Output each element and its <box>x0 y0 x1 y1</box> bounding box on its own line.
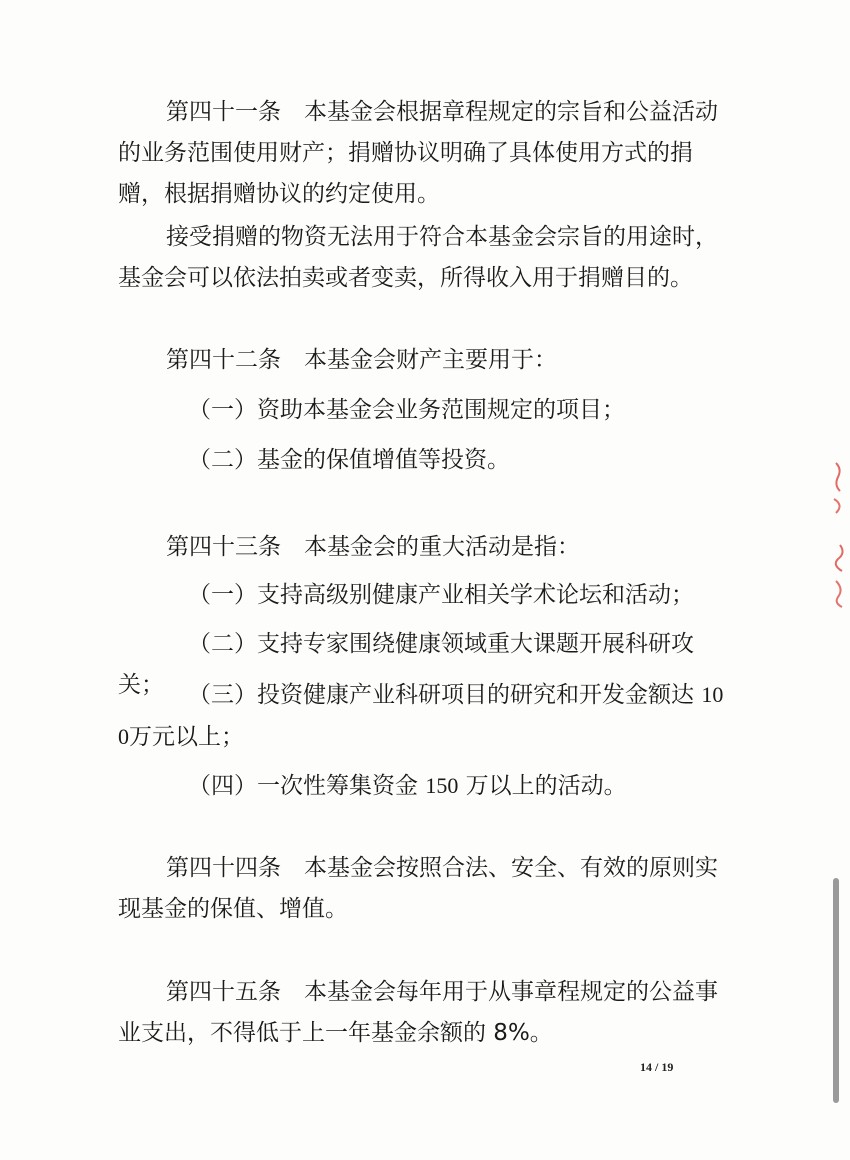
article-43-item-2: （二）支持专家围绕健康领域重大课题开展科研攻关； <box>118 631 694 698</box>
article-42-heading: 第四十二条 本基金会财产主要用于： <box>166 347 557 373</box>
article-43-item-4-amount: 150 <box>425 773 459 798</box>
vertical-scrollbar-thumb[interactable] <box>833 878 839 1103</box>
page-number: 14 / 19 <box>640 1060 674 1074</box>
article-43-item-3-text-pre: （三）投资健康产业科研项目的研究和开发金额达 <box>188 682 702 708</box>
article-43-item-4 <box>118 765 728 807</box>
article-42-item-2: （二）基金的保值增值等投资。 <box>188 447 510 473</box>
seal-stamp-fragment-icon <box>826 455 850 615</box>
article-45-paragraph: 第四十五条 本基金会每年用于从事章程规定的公益事业支出，不得低于上一年基金余额的 8%。 <box>118 979 718 1046</box>
article-43-heading: 第四十三条 本基金会的重大活动是指： <box>166 534 580 560</box>
article-43-item-4-text-pre: （四）一次性筹集资金 <box>188 773 426 799</box>
article-43-item-4-text-post: 万以上的活动。 <box>458 773 627 799</box>
article-44-paragraph: 第四十四条 本基金会按照合法、安全、有效的原则实现基金的保值、增值。 <box>118 855 718 922</box>
article-43-item-3-amount: 100 <box>118 682 724 749</box>
article-43-item-3 <box>118 674 728 758</box>
article-42-item-1: （一）资助本基金会业务范围规定的项目； <box>188 397 625 423</box>
article-41-paragraph-1: 第四十一条 本基金会根据章程规定的宗旨和公益活动的业务范围使用财产；捐赠协议明确了具体使用方式的捐赠，根据捐赠协议的约定使用。 <box>118 99 718 207</box>
article-41-paragraph-2: 接受捐赠的物资无法用于符合本基金会宗旨的用途时，基金会可以依法拍卖或者变卖，所得收入用于捐赠目的。 <box>118 224 718 291</box>
article-43-item-1: （一）支持高级别健康产业相关学术论坛和活动； <box>188 582 694 608</box>
article-43-item-3-text-post: 万元以上； <box>129 724 244 750</box>
